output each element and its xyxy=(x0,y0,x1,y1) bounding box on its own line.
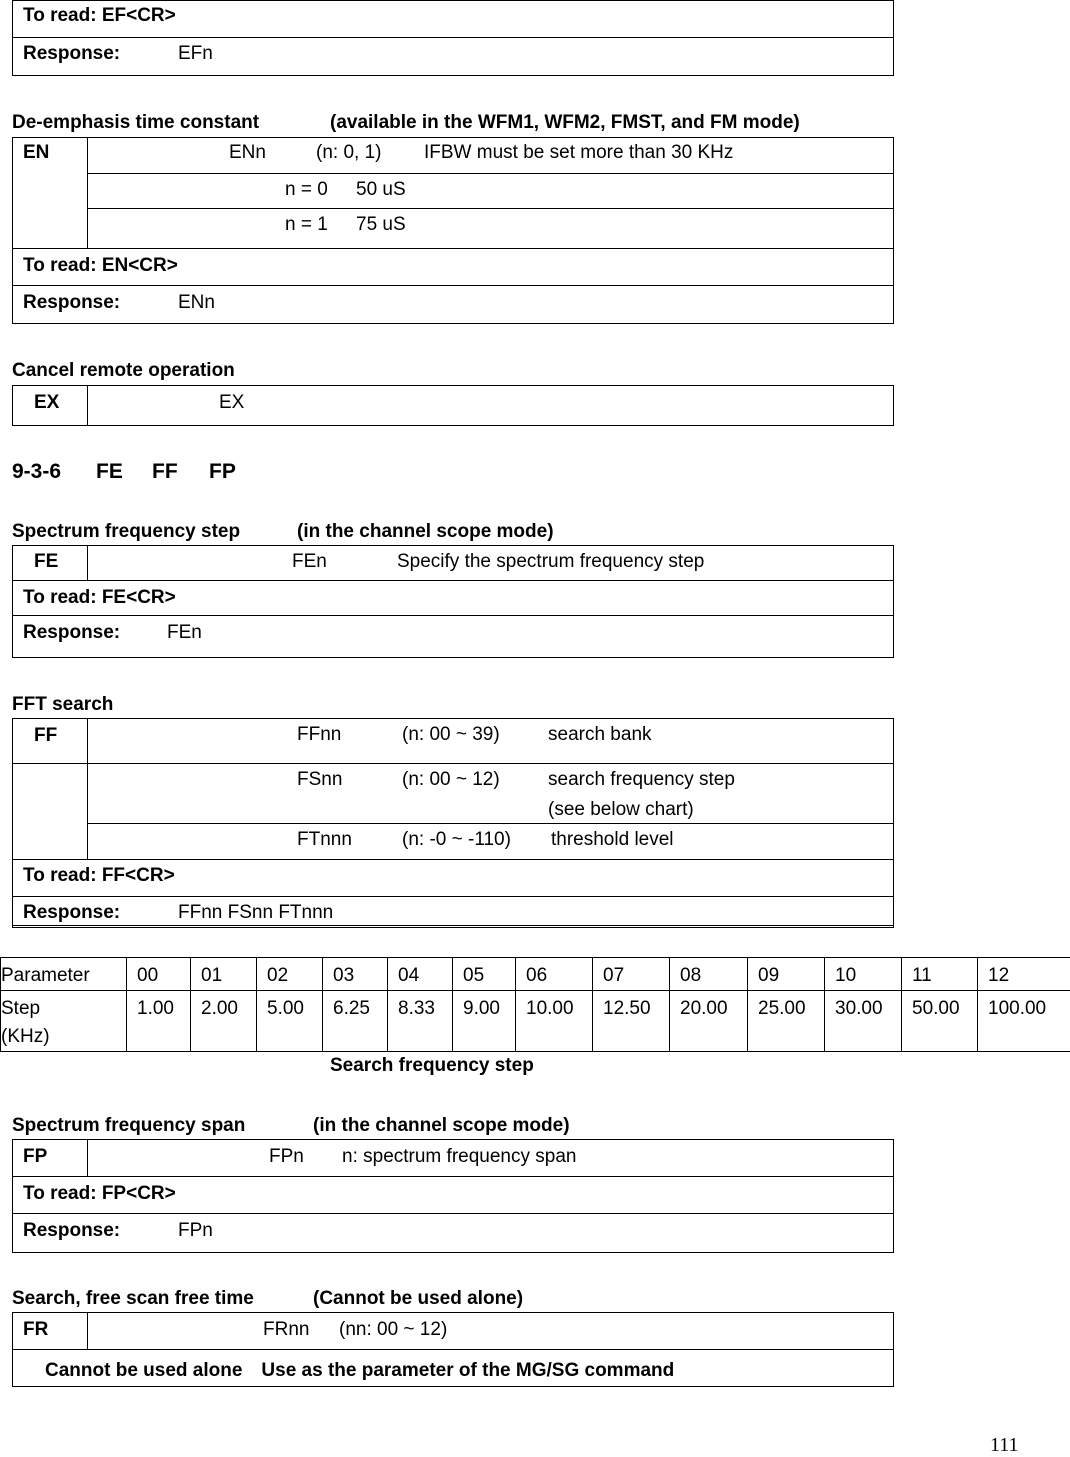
ff-row-1-syntax: FSnn xyxy=(297,769,342,791)
fe-response-label: Response: xyxy=(23,622,120,644)
ff-row-2-desc: threshold level xyxy=(551,829,674,851)
fr-heading: Search, free scan free time xyxy=(12,1288,254,1310)
step-cell: 5.00 xyxy=(257,991,323,1052)
ex-code: EX xyxy=(34,392,59,414)
ff-row-2-range: (n: -0 ~ -110) xyxy=(402,829,511,851)
en-note: IFBW must be set more than 30 KHz xyxy=(424,142,733,164)
step-cell: 100.00 xyxy=(978,991,1070,1052)
fe-syntax: FEn xyxy=(292,551,327,573)
step-cell: 10.00 xyxy=(516,991,593,1052)
step-cell: 50.00 xyxy=(902,991,978,1052)
param-cell: 11 xyxy=(902,958,978,991)
section-code-fe: FE xyxy=(96,460,123,484)
fp-heading: Spectrum frequency span xyxy=(12,1115,245,1137)
ff-row-0-syntax: FFnn xyxy=(297,724,341,746)
fp-heading-note: (in the channel scope mode) xyxy=(313,1115,570,1137)
fp-desc: n: spectrum frequency span xyxy=(342,1146,576,1168)
param-cell: 00 xyxy=(127,958,191,991)
search-step-table xyxy=(0,957,1070,1052)
param-cell: 02 xyxy=(257,958,323,991)
fr-range: (nn: 00 ~ 12) xyxy=(339,1319,447,1341)
step-cell: 6.25 xyxy=(323,991,388,1052)
step-cell: 2.00 xyxy=(191,991,257,1052)
en-heading: De-emphasis time constant xyxy=(12,112,259,134)
ff-row-1-desc2: (see below chart) xyxy=(548,799,694,821)
ef-response-label: Response: xyxy=(23,43,120,65)
fp-syntax: FPn xyxy=(269,1146,304,1168)
ex-command-table xyxy=(12,385,894,426)
fe-read-label: To read: FE<CR> xyxy=(23,587,176,609)
step-cell: 25.00 xyxy=(748,991,825,1052)
fe-desc: Specify the spectrum frequency step xyxy=(397,551,704,573)
param-cell: 08 xyxy=(670,958,748,991)
ff-row-0-desc: search bank xyxy=(548,724,652,746)
step-cell: 20.00 xyxy=(670,991,748,1052)
fp-response-value: FPn xyxy=(178,1220,213,1242)
ff-response-value: FFnn FSnn FTnnn xyxy=(178,902,333,924)
step-header-line2: (KHz) xyxy=(1,1026,50,1047)
fp-code: FP xyxy=(23,1146,47,1168)
en-command-table xyxy=(12,137,894,324)
fr-footer: Cannot be used alone Use as the parameter of the MG/SG command xyxy=(45,1355,674,1382)
param-cell: 06 xyxy=(516,958,593,991)
ff-code: FF xyxy=(34,725,57,747)
section-code-ff: FF xyxy=(152,460,178,484)
param-cell: 10 xyxy=(825,958,902,991)
fr-code: FR xyxy=(23,1319,48,1341)
ff-row-0-range: (n: 00 ~ 39) xyxy=(402,724,500,746)
en-read-label: To read: EN<CR> xyxy=(23,255,178,277)
en-syntax: ENn xyxy=(229,142,266,164)
fp-read-label: To read: FP<CR> xyxy=(23,1183,176,1205)
en-range: (n: 0, 1) xyxy=(316,142,381,164)
en-code: EN xyxy=(23,142,49,164)
en-response-label: Response: xyxy=(23,292,120,314)
en-option-0-key: n = 0 xyxy=(285,179,328,201)
step-row xyxy=(1,991,1070,1052)
ef-response-value: EFn xyxy=(178,43,213,65)
fr-heading-note: (Cannot be used alone) xyxy=(313,1288,523,1310)
fr-syntax: FRnn xyxy=(263,1319,309,1341)
ff-read-label: To read: FF<CR> xyxy=(23,865,175,887)
en-option-1-key: n = 1 xyxy=(285,214,328,236)
param-header: Parameter xyxy=(1,958,127,991)
step-cell: 30.00 xyxy=(825,991,902,1052)
param-cell: 01 xyxy=(191,958,257,991)
en-response-value: ENn xyxy=(178,292,215,314)
step-header xyxy=(1,991,127,1052)
step-cell: 9.00 xyxy=(453,991,516,1052)
section-number: 9-3-6 xyxy=(12,460,61,484)
fe-heading-note: (in the channel scope mode) xyxy=(297,521,554,543)
en-option-1-value: 75 uS xyxy=(356,214,406,236)
param-cell: 12 xyxy=(978,958,1070,991)
step-cell: 8.33 xyxy=(388,991,453,1052)
ff-row-1-desc: search frequency step xyxy=(548,769,735,791)
ef-read-label: To read: EF<CR> xyxy=(23,5,176,27)
fe-code: FE xyxy=(34,551,58,573)
ff-response-label: Response: xyxy=(23,902,120,924)
param-cell: 09 xyxy=(748,958,825,991)
ex-syntax: EX xyxy=(219,392,244,414)
page-number: 111 xyxy=(990,1434,1019,1457)
fe-response-value: FEn xyxy=(167,622,202,644)
ff-heading: FFT search xyxy=(12,694,113,716)
param-cell: 04 xyxy=(388,958,453,991)
en-option-0-value: 50 uS xyxy=(356,179,406,201)
param-cell: 05 xyxy=(453,958,516,991)
ff-row-1-range: (n: 00 ~ 12) xyxy=(402,769,500,791)
param-cell: 07 xyxy=(593,958,670,991)
step-table-caption: Search frequency step xyxy=(330,1055,534,1077)
section-code-fp: FP xyxy=(209,460,236,484)
en-heading-note: (available in the WFM1, WFM2, FMST, and FM mode) xyxy=(330,112,800,134)
step-header-line1: Step xyxy=(1,998,40,1019)
ex-heading: Cancel remote operation xyxy=(12,360,235,382)
fe-heading: Spectrum frequency step xyxy=(12,521,240,543)
ff-row-2-syntax: FTnnn xyxy=(297,829,352,851)
param-cell: 03 xyxy=(323,958,388,991)
param-row xyxy=(1,958,1070,991)
fp-response-label: Response: xyxy=(23,1220,120,1242)
step-cell: 1.00 xyxy=(127,991,191,1052)
step-cell: 12.50 xyxy=(593,991,670,1052)
